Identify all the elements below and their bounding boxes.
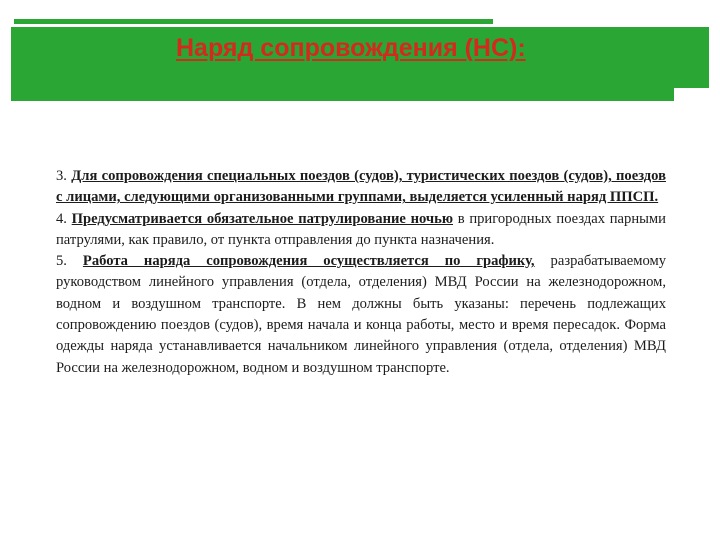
top-accent-line [14, 19, 493, 24]
paragraph-3 [56, 166, 666, 209]
body-text [56, 166, 666, 379]
slide-title: Наряд сопровождения (НС): [176, 34, 526, 62]
paragraph-4 [56, 209, 666, 252]
paragraph-4-rest: в пригородных поездах парными патрулями, как правило, от пункта отправления до пункта назначения. [56, 210, 666, 248]
paragraph-5-lead: Работа наряда сопровождения осуществляется по графику, [82, 253, 535, 270]
paragraph-5 [56, 251, 666, 379]
paragraph-5-number: 5. [56, 253, 67, 270]
paragraph-3-lead: Для сопровождения специальных поездов (судов), туристических поездов (судов), поездов с лицами, следующими организованными группами, выделяется усиленный наряд ППСП. [56, 168, 666, 206]
title-bar-notch [674, 88, 709, 101]
paragraph-4-number: 4. [56, 210, 67, 227]
paragraph-3-number: 3. [56, 168, 67, 184]
paragraph-5-rest: разрабатываемому руководством линейного управления (отдела, отделения) МВД России на железнодорожном, водном и воздушном транспорте. В нем должны быть указаны: перечень подлежащих сопровождению поездов (судов), время начала и конца работы, место и время пересадок. Форма одежды наряда устанавливается начальником линейного управления (отдела, отделения) МВД России на железнодорожном, водном и воздушном транспорте. [56, 253, 667, 376]
paragraph-4-lead: Предусматривается обязательное патрулирование ночью [71, 210, 453, 227]
